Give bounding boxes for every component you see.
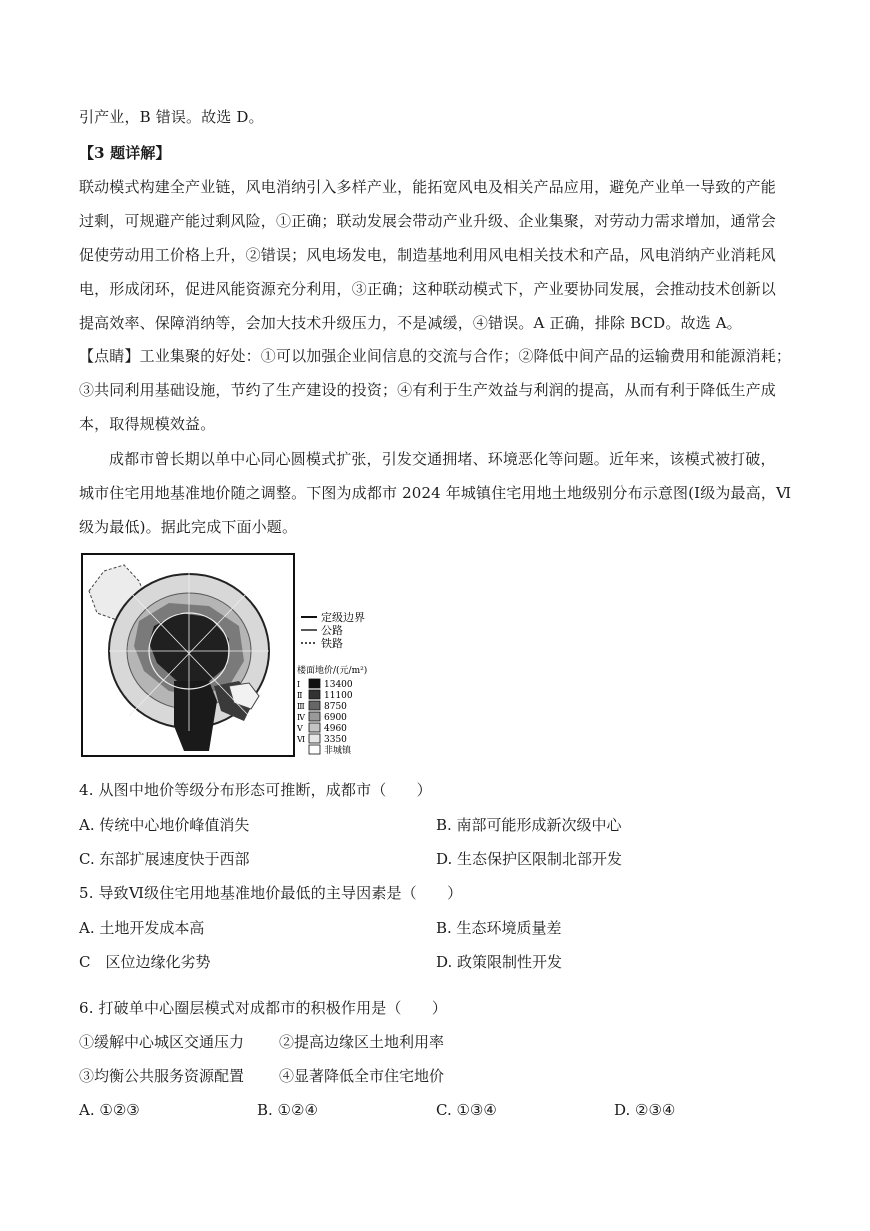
legend-swatch [309,701,320,710]
legend-swatch [309,690,320,699]
legend-swatch [309,734,320,743]
q4-option-a[interactable]: A. 传统中心地价峰值消失 [79,816,250,834]
intro-line: 级为最低)。据此完成下面小题。 [79,518,298,536]
legend-value-label: 8750 [324,702,347,712]
q5-option-c[interactable]: C 区位边缘化劣势 [79,953,211,971]
legend-grade-label: Ⅳ [297,713,305,722]
intro-line: 成都市曾长期以单中心同心圆模式扩张，引发交通拥堵、环境恶化等问题。近年来，该模式被打破， [109,450,776,468]
q6-item: ②提高边缘区土地利用率 [279,1033,445,1051]
q4-stem: 4. 从图中地价等级分布形态可推断，成都市（ ） [79,781,432,799]
q3-detail-line: 联动模式构建全产业链，风电消纳引入多样产业，能拓宽风电及相关产品应用，避免产业单一导致的产能 [79,178,776,196]
legend-swatch [309,679,320,688]
tip-line: ③共同利用基础设施，节约了生产建设的投资；④有利于生产效益与利润的提高，从而有利于降低生产成 [79,381,776,399]
tip-line: 【点睛】工业集聚的好处：①可以加强企业间信息的交流与合作；②降低中间产品的运输费用和能源消耗； [79,347,792,365]
legend-value-label: 6900 [324,713,347,723]
intro-line: 城市住宅用地基准地价随之调整。下图为成都市 2024 年城镇住宅用地土地级别分布示意图(Ⅰ级为最高，Ⅵ [79,484,792,502]
q3-detail-line: 电，形成闭环，促进风能资源充分利用，③正确；这种联动模式下，产业要协同发展，会推动技术创新以 [79,280,776,298]
q6-stem: 6. 打破单中心圈层模式对成都市的积极作用是（ ） [79,999,447,1017]
legend-swatch [309,745,320,754]
legend-boundary-label: 定级边界 [321,611,365,624]
q6-item: ③均衡公共服务资源配置 [79,1067,245,1085]
prev-answer-tail: 引产业，B 错误。故选 D。 [79,108,264,126]
legend-swatch [309,723,320,732]
legend-value-label: 3350 [324,735,347,745]
legend-value-label: 11100 [324,691,353,701]
legend-grade-label: Ⅴ [297,724,303,733]
q6-option-b[interactable]: B. ①②④ [257,1101,318,1119]
q6-option-c[interactable]: C. ①③④ [436,1101,497,1119]
legend-grade-label: Ⅱ [297,691,303,700]
legend-value-label: 非城镇 [324,746,352,756]
legend-value-label: 4960 [324,724,347,734]
legend-road-label: 公路 [321,624,343,637]
q5-option-d[interactable]: D. 政策限制性开发 [436,953,563,971]
legend-grade-label: Ⅰ [297,680,301,689]
q6-option-d[interactable]: D. ②③④ [614,1101,676,1119]
grade-i-south [174,681,217,751]
q6-option-a[interactable]: A. ①②③ [79,1101,140,1119]
q4-option-d[interactable]: D. 生态保护区限制北部开发 [436,850,623,868]
q4-option-c[interactable]: C. 东部扩展速度快于西部 [79,850,250,868]
legend-rail-label: 铁路 [321,637,343,650]
q3-detail-heading: 【3 题详解】 [79,144,171,162]
legend-title: 楼面地价/(元/m²) [297,666,368,676]
q6-item: ④显著降低全市住宅地价 [279,1067,445,1085]
land-grade-map [79,551,379,759]
q3-detail-line: 过剩，可规避产能过剩风险，①正确；联动发展会带动产业升级、企业集聚，对劳动力需求增加，通常会 [79,212,776,230]
q3-detail-line: 提高效率、保障消纳等，会加大技术升级压力，不是减缓，④错误。A 正确，排除 BCD。故选 A。 [79,314,742,332]
legend-swatch [309,712,320,721]
q5-option-b[interactable]: B. 生态环境质量差 [436,919,562,937]
q3-detail-line: 促使劳动用工价格上升，②错误；风电场发电，制造基地利用风电相关技术和产品，风电消纳产业消耗风 [79,246,776,264]
legend-levels [296,679,353,756]
land-grade-map-svg [79,551,379,759]
legend-grade-label: Ⅵ [297,735,306,744]
legend-grade-label: Ⅲ [297,702,305,711]
tip-line: 本，取得规模效益。 [79,415,216,433]
q5-option-a[interactable]: A. 土地开发成本高 [79,919,205,937]
legend-value-label: 13400 [324,680,353,690]
q6-item: ①缓解中心城区交通压力 [79,1033,245,1051]
q5-stem: 5. 导致Ⅵ级住宅用地基准地价最低的主导因素是（ ） [79,884,463,902]
q4-option-b[interactable]: B. 南部可能形成新次级中心 [436,816,622,834]
